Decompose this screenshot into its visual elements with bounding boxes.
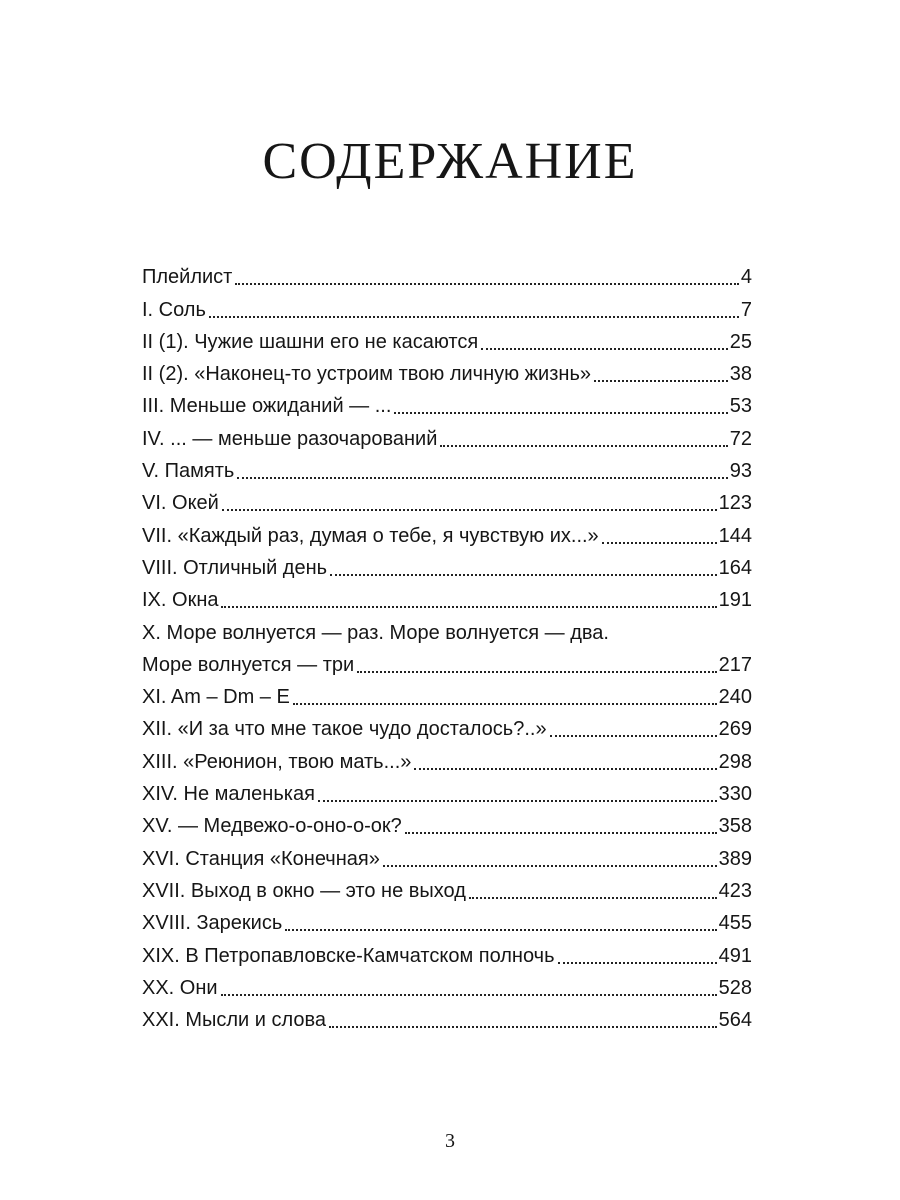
toc-entry-page: 330 xyxy=(718,783,752,806)
toc-entry-title: VIII. Отличный день xyxy=(142,556,328,579)
dot-leader xyxy=(237,477,727,479)
toc-entry xyxy=(142,710,752,742)
toc-entry-title: XX. Они xyxy=(142,976,218,999)
dot-leader xyxy=(440,445,727,447)
dot-leader xyxy=(285,929,716,931)
toc-entry-page: 4 xyxy=(740,266,752,289)
toc-entry xyxy=(142,549,752,581)
toc-entry-page: 455 xyxy=(718,912,752,935)
page-title: СОДЕРЖАНИЕ xyxy=(262,133,638,190)
toc-entry-page: 298 xyxy=(718,750,752,773)
table-of-contents xyxy=(142,258,752,1033)
dot-leader xyxy=(209,316,739,318)
toc-entry-page: 564 xyxy=(718,1009,752,1032)
dot-leader xyxy=(602,542,717,544)
toc-entry-title: XIX. В Петропавловске-Камчатском полночь xyxy=(142,944,555,967)
toc-entry xyxy=(142,775,752,807)
toc-entry xyxy=(142,969,752,1001)
toc-entry-title: XVI. Станция «Конечная» xyxy=(142,847,380,870)
dot-leader xyxy=(550,735,717,737)
toc-entry-page: 164 xyxy=(718,556,752,579)
toc-entry-page: 491 xyxy=(718,944,752,967)
toc-entry-page: 269 xyxy=(718,718,752,741)
dot-leader xyxy=(221,606,716,608)
toc-entry-title: Море волнуется — три xyxy=(142,653,355,676)
toc-entry-title: XVIII. Зарекись xyxy=(142,912,283,935)
toc-entry-page: 93 xyxy=(729,460,752,483)
dot-leader xyxy=(558,962,717,964)
toc-entry xyxy=(142,419,752,451)
toc-entry-title: X. Море волнуется — раз. Море волнуется — два. xyxy=(142,621,609,644)
toc-entry-title: XIII. «Реюнион, твою мать...» xyxy=(142,750,412,773)
toc-entry xyxy=(142,516,752,548)
toc-entry-title: VII. «Каждый раз, думая о тебе, я чувствую их...» xyxy=(142,524,599,547)
dot-leader xyxy=(293,703,717,705)
toc-entry xyxy=(142,807,752,839)
toc-entry xyxy=(142,387,752,419)
toc-entry xyxy=(142,1001,752,1033)
toc-entry-title: XIV. Не маленькая xyxy=(142,783,315,806)
toc-entry-title: XII. «И за что мне такое чудо досталось?..» xyxy=(142,718,547,741)
toc-entry-title: I. Соль xyxy=(142,298,206,321)
toc-entry-title: II (1). Чужие шашни его не касаются xyxy=(142,330,479,353)
dot-leader xyxy=(222,509,717,511)
dot-leader xyxy=(357,671,716,673)
toc-entry-page: 358 xyxy=(718,815,752,838)
dot-leader xyxy=(594,380,728,382)
toc-entry xyxy=(142,581,752,613)
dot-leader xyxy=(481,348,728,350)
dot-leader xyxy=(235,283,739,285)
dot-leader xyxy=(405,832,717,834)
toc-entry-title: II (2). «Наконец-то устроим твою личную жизнь» xyxy=(142,363,591,386)
toc-entry xyxy=(142,646,752,678)
toc-entry-page: 389 xyxy=(718,847,752,870)
toc-entry-title: Плейлист xyxy=(142,266,233,289)
toc-entry-title: XXI. Мысли и слова xyxy=(142,1009,327,1032)
toc-entry xyxy=(142,839,752,871)
toc-entry-first-line xyxy=(142,613,752,645)
toc-entry-title: IX. Окна xyxy=(142,589,219,612)
toc-entry-page: 191 xyxy=(718,589,752,612)
toc-entry-page: 53 xyxy=(729,395,752,418)
toc-entry-page: 72 xyxy=(729,427,752,450)
toc-entry-title: VI. Окей xyxy=(142,492,219,515)
toc-entry xyxy=(142,452,752,484)
toc-entry-title: V. Память xyxy=(142,460,235,483)
dot-leader xyxy=(221,994,717,996)
toc-entry-page: 240 xyxy=(718,686,752,709)
toc-entry-page: 25 xyxy=(729,330,752,353)
toc-entry-page: 217 xyxy=(718,653,752,676)
dot-leader xyxy=(394,412,727,414)
toc-entry xyxy=(142,678,752,710)
toc-entry xyxy=(142,936,752,968)
toc-entry xyxy=(142,872,752,904)
page-number: 3 xyxy=(445,1130,455,1152)
toc-entry-page: 144 xyxy=(718,524,752,547)
toc-entry-title: XI. Am – Dm – E xyxy=(142,686,290,709)
toc-entry-page: 423 xyxy=(718,879,752,902)
dot-leader xyxy=(469,897,717,899)
toc-entry xyxy=(142,355,752,387)
dot-leader xyxy=(318,800,717,802)
dot-leader xyxy=(383,865,717,867)
toc-entry xyxy=(142,742,752,774)
toc-entry xyxy=(142,484,752,516)
dot-leader xyxy=(414,768,716,770)
dot-leader xyxy=(330,574,717,576)
toc-entry-page: 123 xyxy=(718,492,752,515)
toc-entry-title: XV. — Медвежо-о-оно-о-ок? xyxy=(142,815,402,838)
toc-entry-page: 7 xyxy=(740,298,752,321)
dot-leader xyxy=(329,1026,717,1028)
toc-entry-title: XVII. Выход в окно — это не выход xyxy=(142,879,466,902)
toc-entry-title: III. Меньше ожиданий — ... xyxy=(142,395,392,418)
toc-entry-page: 528 xyxy=(718,976,752,999)
toc-entry xyxy=(142,258,752,290)
toc-entry xyxy=(142,290,752,322)
toc-entry xyxy=(142,323,752,355)
toc-entry xyxy=(142,904,752,936)
toc-entry-title: IV. ... — меньше разочарований xyxy=(142,427,438,450)
toc-entry-page: 38 xyxy=(729,363,752,386)
